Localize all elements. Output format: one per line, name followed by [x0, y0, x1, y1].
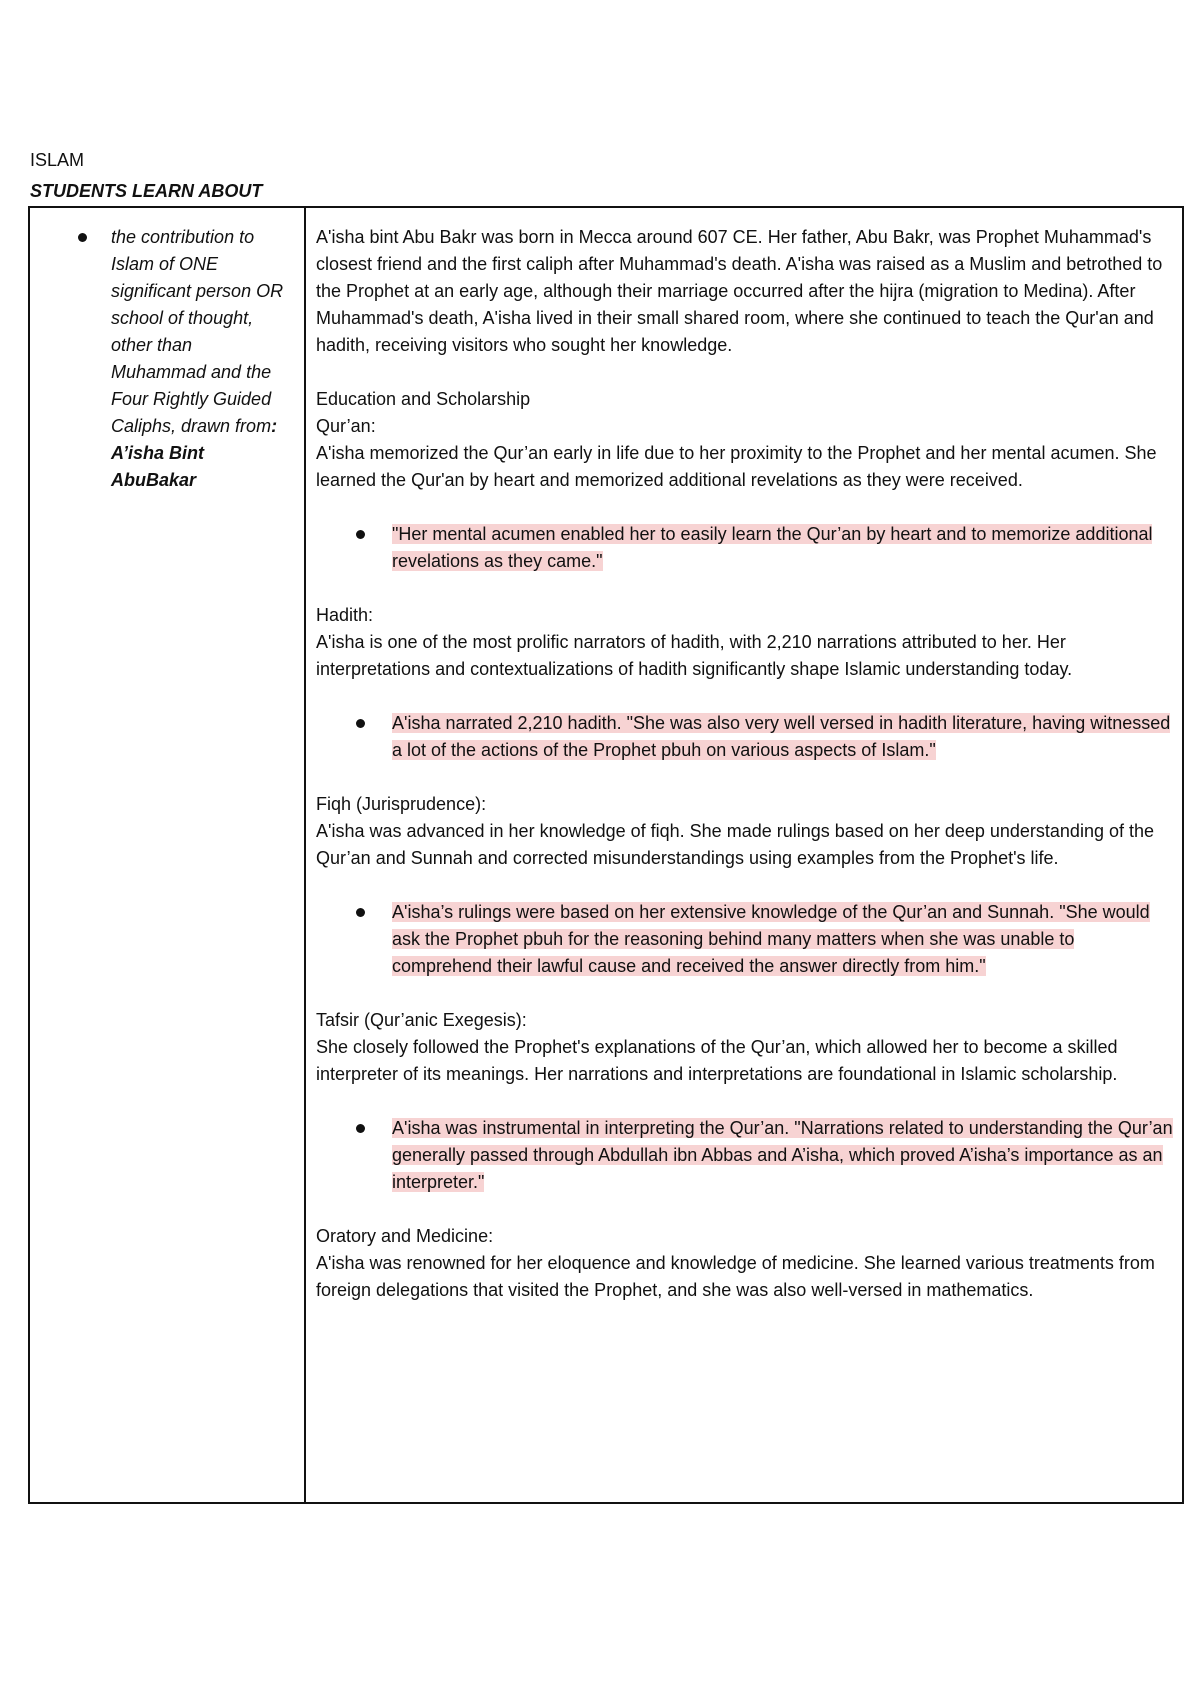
oratory-paragraph: A'isha was renowned for her eloquence and knowledge of medicine. She learned various treatments from foreign delegations that visited the Prophet, and she was also well-versed in mathematics.	[316, 1253, 1155, 1300]
bullet-icon	[356, 1124, 365, 1133]
bullet-icon	[78, 233, 87, 242]
intro-paragraph: A'isha bint Abu Bakr was born in Mecca around 607 CE. Her father, Abu Bakr, was Prophet Muhammad's closest friend and the first caliph after Muhammad's death. A'isha was raised as a Muslim and betrothed to the Prophet at an early age, although their marriage occurred after the hijra (migration to Medina). After Muhammad's death, A'isha lived in their small shared room, where she continued to teach the Qur'an and hadith, receiving visitors who sought her knowledge.	[316, 227, 1163, 355]
bullet-icon	[356, 719, 365, 728]
tafsir-quote-text: A'isha was instrumental in interpreting the Qur’an. "Narrations related to understanding the Qur’an generally passed through Abdullah ibn Abbas and A’isha, which proved A’isha’s importance as an interpreter."	[392, 1118, 1173, 1192]
quran-quote	[352, 521, 1174, 575]
quran-paragraph: A'isha memorized the Qur’an early in life due to her proximity to the Prophet and her mental acumen. She learned the Qur'an by heart and memorized additional revelations as they were received.	[316, 443, 1157, 490]
bullet-icon	[356, 908, 365, 917]
hadith-quote-text: A'isha narrated 2,210 hadith. "She was also very well versed in hadith literature, having witnessed a lot of the actions of the Prophet pbuh on various aspects of Islam."	[392, 713, 1171, 760]
syllabus-column	[30, 208, 306, 1502]
oratory-heading: Oratory and Medicine:	[316, 1226, 494, 1246]
hadith-quote	[352, 710, 1174, 764]
hadith-heading: Hadith:	[316, 605, 374, 625]
fiqh-heading: Fiqh (Jurisprudence):	[316, 794, 487, 814]
section-subtitle: STUDENTS LEARN ABOUT	[30, 181, 263, 201]
syllabus-table	[28, 206, 1184, 1504]
bullet-icon	[356, 530, 365, 539]
education-heading: Education and Scholarship	[316, 389, 531, 409]
tafsir-paragraph: She closely followed the Prophet's explanations of the Qur’an, which allowed her to become a skilled interpreter of its meanings. Her narrations and interpretations are foundational in Islamic scholarship.	[316, 1037, 1118, 1084]
fiqh-quote	[352, 899, 1174, 980]
hadith-paragraph: A'isha is one of the most prolific narrators of hadith, with 2,210 narrations attributed to her. Her interpretations and contextualizations of hadith significantly shape Islamic understanding today.	[316, 632, 1073, 679]
tafsir-quote	[352, 1115, 1174, 1196]
tafsir-heading: Tafsir (Qur’anic Exegesis):	[316, 1010, 527, 1030]
syllabus-point-text: the contribution to Islam of ONE significant person OR school of thought, other than Muhammad and the Four Rightly Guided Caliphs, drawn from: A’isha Bint AbuBakar	[111, 227, 284, 490]
syllabus-person: A’isha Bint AbuBakar	[111, 443, 205, 490]
content-column	[306, 208, 1182, 1502]
quran-quote-text: "Her mental acumen enabled her to easily learn the Qur’an by heart and to memorize additional revelations as they came."	[392, 524, 1153, 571]
fiqh-paragraph: A'isha was advanced in her knowledge of fiqh. She made rulings based on her deep understanding of the Qur’an and Sunnah and corrected misunderstandings using examples from the Prophet's life.	[316, 821, 1155, 868]
quran-heading: Qur’an:	[316, 416, 376, 436]
syllabus-point	[40, 224, 294, 494]
fiqh-quote-text: A'isha’s rulings were based on her extensive knowledge of the Qur’an and Sunnah. "She would ask the Prophet pbuh for the reasoning behind many matters when she was unable to comprehend their lawful cause and received the answer directly from him."	[392, 902, 1150, 976]
page-title: ISLAM	[30, 150, 85, 170]
